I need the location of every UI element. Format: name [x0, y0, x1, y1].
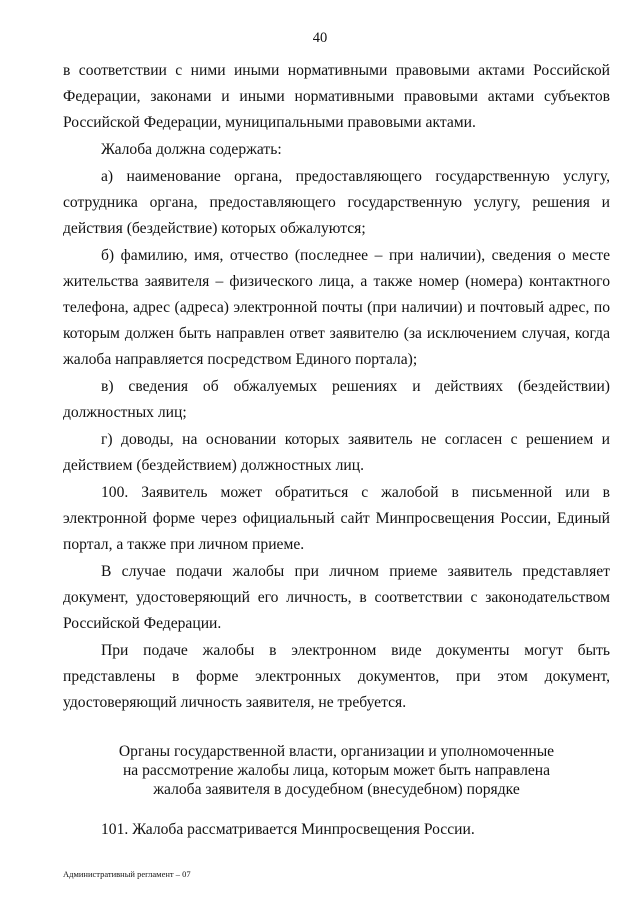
paragraph-personal-reception: В случае подачи жалобы при личном приеме заявитель представляет документ, удостоверяющий его личность, в соответствии с законодательством Российской Федерации. — [63, 563, 610, 632]
document-body — [63, 58, 610, 844]
paragraph-item-a: а) наименование органа, предоставляющего государственную услугу, сотрудника органа, предоставляющего государственную услугу, решения и действия (бездействие) которых обжалуются; — [63, 168, 610, 237]
heading-line-1: Органы государственной власти, организации и уполномоченные — [118, 743, 555, 760]
heading-line-2: на рассмотрение жалобы лица, которым может быть направлена — [122, 762, 551, 779]
paragraph-item-b: б) фамилию, имя, отчество (последнее – при наличии), сведения о месте жительства заявителя – физического лица, а также номер (номера) контактного телефона, адрес (адреса) электронной почты (при наличии) и почтовый адрес, по которым должен быть направлен ответ заявителю (за исключением случая, когда жалоба направляется посредством Единого портала); — [63, 247, 610, 368]
section-heading — [63, 742, 610, 799]
paragraph-complaint-contents: Жалоба должна содержать: — [101, 141, 282, 158]
footer-note: Административный регламент – 07 — [63, 869, 191, 879]
heading-line-3: жалоба заявителя в досудебном (внесудебном) порядке — [153, 781, 520, 798]
paragraph-101: 101. Жалоба рассматривается Минпросвещения России. — [101, 821, 475, 838]
paragraph-electronic-submission: При подаче жалобы в электронном виде документы могут быть представлены в форме электронных документов, при этом документ, удостоверяющий личность заявителя, не требуется. — [63, 642, 610, 711]
paragraph-item-v: в) сведения об обжалуемых решениях и действиях (бездействии) должностных лиц; — [63, 378, 610, 421]
paragraph-100: 100. Заявитель может обратиться с жалобой в письменной или в электронной форме через официальный сайт Минпросвещения России, Единый портал, а также при личном приеме. — [63, 484, 610, 553]
paragraph-continuation: в соответствии с ними иными нормативными правовыми актами Российской Федерации, законами и иными нормативными правовыми актами субъектов Российской Федерации, муниципальными правовыми актами. — [63, 62, 610, 131]
page-number: 40 — [312, 30, 328, 46]
paragraph-item-g: г) доводы, на основании которых заявитель не согласен с решением и действием (бездействием) должностных лиц. — [63, 431, 610, 474]
